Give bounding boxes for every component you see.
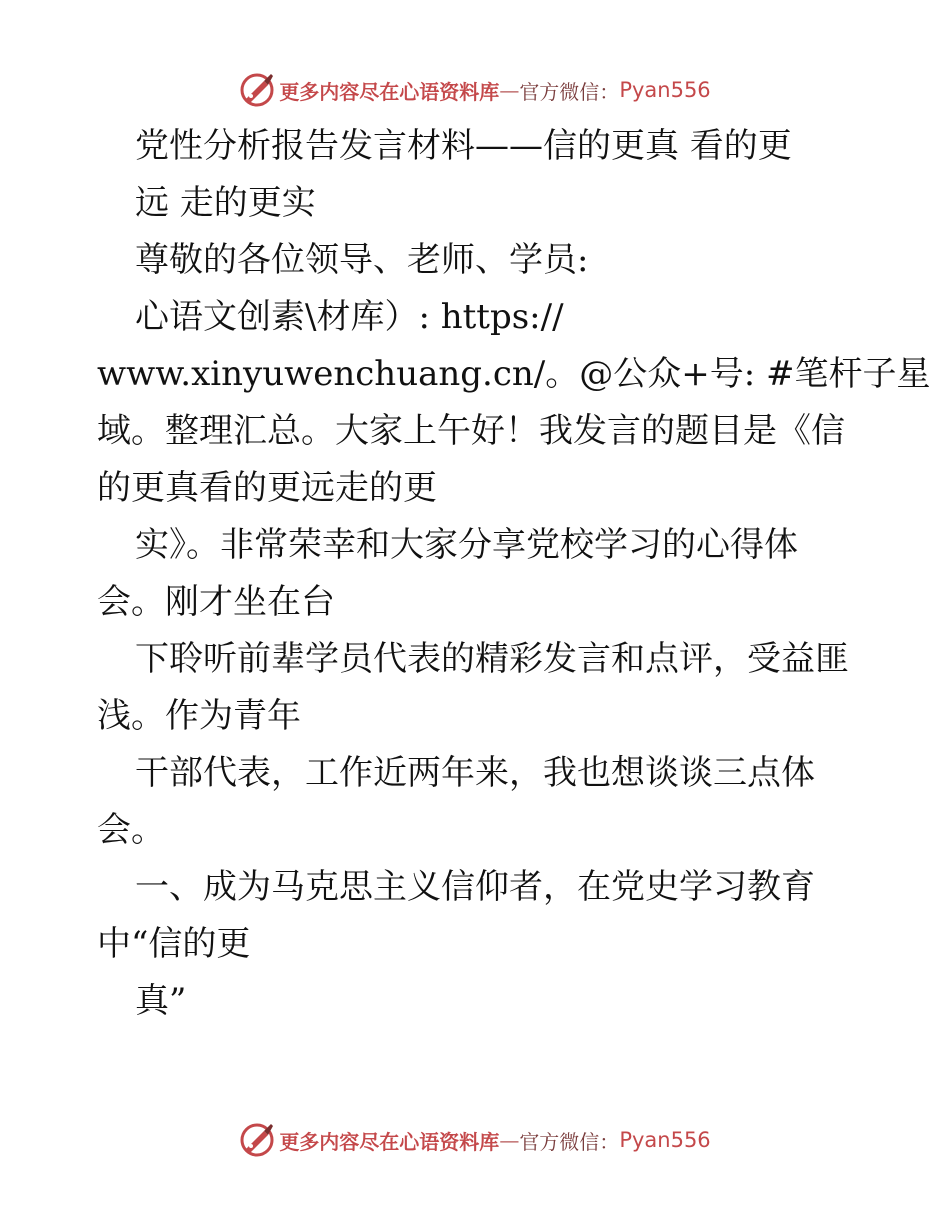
footer-banner [0, 1118, 950, 1162]
text-line: 域。整理汇总。大家上午好！我发言的题目是《信 [97, 411, 845, 451]
banner-wechat-id: Pyan556 [619, 1128, 711, 1152]
section-heading-line-3: 真” [135, 981, 187, 1021]
header-banner [0, 68, 950, 112]
banner-dash: — [499, 78, 520, 102]
text-line: 会。 [97, 810, 165, 850]
banner-slogan: 更多内容尽在心语资料库 [279, 79, 500, 104]
text-line: 心语文创素\材库）: https:// [135, 297, 564, 337]
banner-slogan: 更多内容尽在心语资料库 [279, 1129, 500, 1154]
text-line: 的更真看的更远走的更 [97, 468, 437, 508]
document-body [97, 118, 931, 1030]
text-line: www.xinyuwenchuang.cn/。@公众+号: #笔杆子星 [97, 354, 931, 394]
text-line: 实》。非常荣幸和大家分享党校学习的心得体 [135, 525, 798, 565]
title-line-2: 远 走的更实 [135, 183, 316, 223]
banner-wechat-id: Pyan556 [619, 78, 711, 102]
title-line-1: 党性分析报告发言材料——信的更真 看的更 [135, 126, 792, 166]
quill-pen-logo-icon [239, 72, 275, 108]
quill-pen-logo-icon [239, 1122, 275, 1158]
text-line: 浅。作为青年 [97, 696, 301, 736]
banner-wechat-label: 官方微信： [519, 79, 620, 104]
section-heading-line-2: 中“信的更 [97, 924, 251, 964]
banner-dash: — [499, 1128, 520, 1152]
text-line: 下聆听前辈学员代表的精彩发言和点评，受益匪 [135, 639, 849, 679]
section-heading-line-1: 一、成为马克思主义信仰者，在党史学习教育 [135, 867, 815, 907]
text-line: 干部代表，工作近两年来，我也想谈谈三点体 [135, 753, 815, 793]
banner-wechat-label: 官方微信： [519, 1129, 620, 1154]
text-line: 会。刚才坐在台 [97, 582, 335, 622]
greeting-line: 尊敬的各位领导、老师、学员: [135, 240, 589, 280]
